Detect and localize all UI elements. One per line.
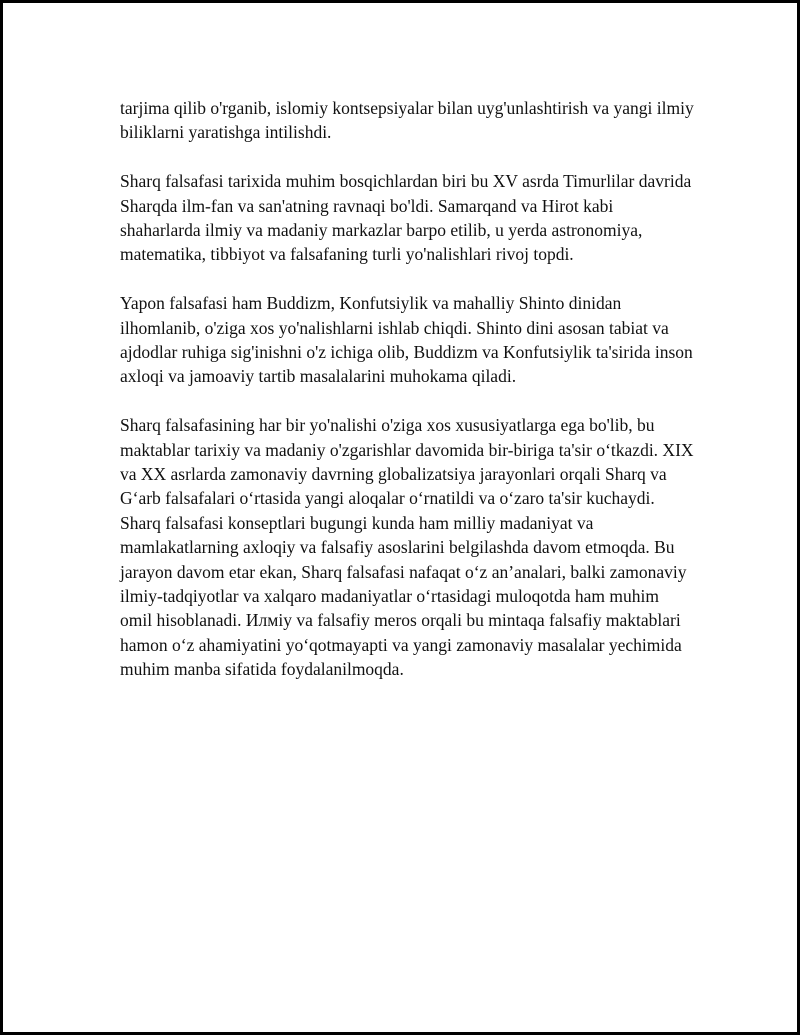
- paragraph-eastern-philosophy-influence: Sharq falsafasining har bir yo'nalishi o'ziga xos xususiyatlarga ega bo'lib, bu maktablar tarixiy va madaniy o'zgarishlar davomida bir-biriga ta'sir o‘tkazdi. XIX va XX asrlarda zamonaviy davrning globalizatsiya jarayonlari orqali Sharq va G‘arb falsafalari o‘rtasida yangi aloqalar o‘rnatildi va o‘zaro ta'sir kuchaydi. Sharq falsafasi konseptlari bugungi kunda ham milliy madaniyat va mamlakatlarning axloqiy va falsafiy asoslarini belgilashda davom etmoqda. Bu jarayon davom etar ekan, Sharq falsafasi nafaqat o‘z an’analari, balki zamonaviy ilmiy-tadqiyotlar va xalqaro madaniyatlar o‘rtasidagi muloqotda ham muhim omil hisoblanadi. Илмiy va falsafiy meros orqali bu mintaqa falsafiy maktablari hamon o‘z ahamiyatini yo‘qotmayapti va yangi zamonaviy masalalar yechimida muhim manba sifatida foydalanilmoqda.: [120, 415, 694, 680]
- paragraph-continuation: tarjima qilib o'rganib, islomiy kontsepsiyalar bilan uyg'unlashtirish va yangi ilmiy biliklarni yaratishga intilishdi.: [120, 98, 694, 143]
- paragraph-japanese-philosophy: Yapon falsafasi ham Buddizm, Konfutsiylik va mahalliy Shinto dinidan ilhomlanib, o'ziga xos yo'nalishlarni ishlab chiqdi. Shinto dini asosan tabiat va ajdodlar ruhiga sig'inishni o'z ichiga olib, Buddizm va Konfutsiylik ta'sirida inson axloqi va jamoaviy tartib masalalarini muhokama qiladi.: [120, 293, 693, 387]
- document-body: [120, 96, 695, 706]
- paragraph-timurid-era: Sharq falsafasi tarixida muhim bosqichlardan biri bu XV asrda Timurlilar davrida Sharqda ilm-fan va san'atning ravnaqi bo'ldi. Samarqand va Hirot kabi shaharlarda ilmiy va madaniy markazlar barpo etilib, u yerda astronomiya, matematika, tibbiyot va falsafaning turli yo'nalishlari rivoj topdi.: [120, 171, 692, 265]
